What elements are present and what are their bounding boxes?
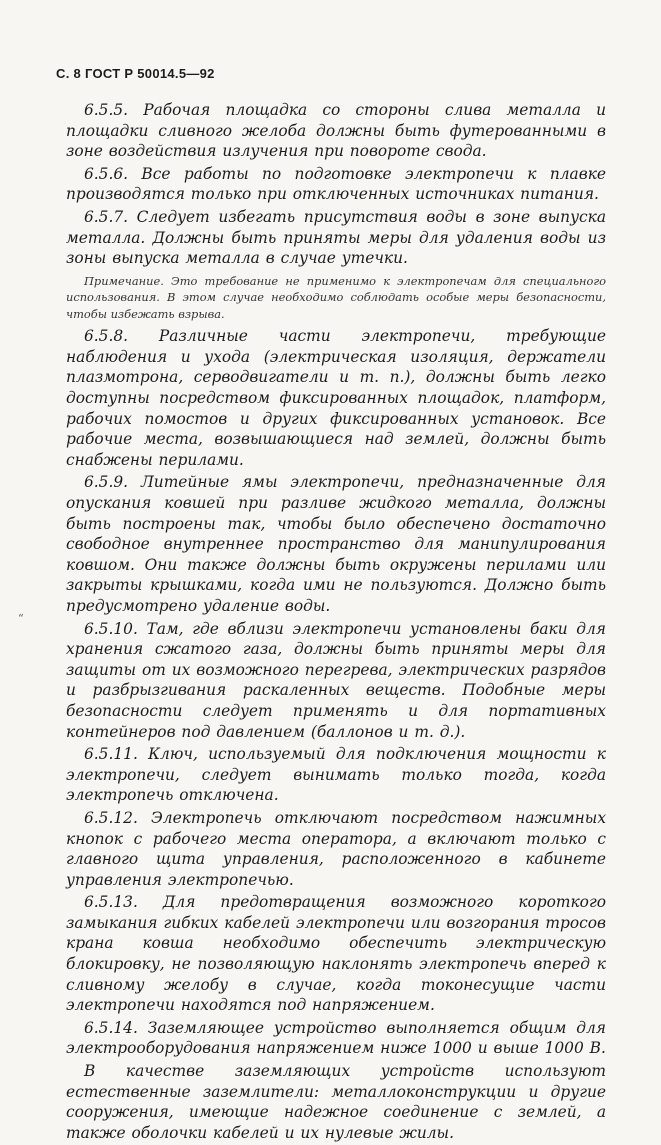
paragraph-6-5-14: 6.5.14. Заземляющее устройство выполняется общим для электрооборудования напряжением ниже 1000 и выше 1000 В. — [66, 1018, 606, 1058]
paragraph-6-5-7: 6.5.7. Следует избегать присутствия воды в зоне выпуска металла. Должны быть приняты меры для удаления воды из зоны выпуска металла в случае утечки. — [66, 207, 606, 268]
paragraph-6-5-10: 6.5.10. Там, где вблизи электропечи установлены баки для хранения сжатого газа, должны быть приняты меры для защиты от их возможного перегрева, электрических разрядов и разбрызгивания раскаленных веществ. Подобные меры безопасности следует применять и для портативных контейнеров под давлением (баллонов и т. д.). — [66, 619, 606, 741]
paragraph-6-5-12: 6.5.12. Электропечь отключают посредством нажимных кнопок с рабочего места оператора, а включают только с главного щита управления, расположенного в кабинете управления электропечью. — [66, 808, 606, 889]
paragraph-6-5-9: 6.5.9. Литейные ямы электропечи, предназначенные для опускания ковшей при разливе жидкого металла, должны быть построены так, чтобы было обеспечено достаточно свободное внутреннее пространство для манипулирования ковшом. Они также должны быть окружены перилами или закрыты крышками, когда ими не пользуются. Должно быть предусмотрено удаление воды. — [66, 473, 606, 615]
paragraph-grounding: В качестве заземляющих устройств используют естественные заземлители: металлоконструкции и другие сооружения, имеющие надежное соединение с землей, а также оболочки кабелей и их нулевые жилы. — [66, 1062, 606, 1142]
paragraph-6-5-11: 6.5.11. Ключ, используемый для подключения мощности к электропечи, следует вынимать только тогда, когда электропечь отключена. — [66, 745, 606, 805]
paragraph-6-5-5: 6.5.5. Рабочая площадка со стороны слива металла и площадки сливного желоба должны быть футерованными в зоне воздействия излучения при повороте свода. — [66, 101, 606, 161]
margin-mark: “ — [18, 612, 24, 625]
paragraph-6-5-6: 6.5.6. Все работы по подготовке электропечи к плавке производятся только при отключенных источниках питания. — [66, 164, 606, 204]
paragraph-6-5-13: 6.5.13. Для предотвращения возможного короткого замыкания гибких кабелей электропечи или возгорания тросов крана ковша необходимо обеспечить электрическую блокировку, не позволяющую наклонять электропечь вперед к сливному желобу в случае, когда токонесущие части электропечи находятся под напряжением. — [66, 893, 606, 1015]
paragraph-6-5-8: 6.5.8. Различные части электропечи, требующие наблюдения и ухода (электрическая изоляция, держатели плазмотрона, серводвигатели и т. п.), должны быть легко доступны посредством фиксированных площадок, платформ, рабочих помостов и других фиксированных установок. Все рабочие места, возвышающиеся над землей, должны быть снабжены перилами. — [66, 327, 606, 469]
document-body — [66, 100, 606, 1145]
note: Примечание. Это требование не применимо к электропечам для специального использования. В этом случае необходимо соблюдать особые меры безопасности, чтобы избежать взрыва. — [66, 273, 606, 321]
page-header: С. 8 ГОСТ Р 50014.5—92 — [56, 66, 215, 81]
